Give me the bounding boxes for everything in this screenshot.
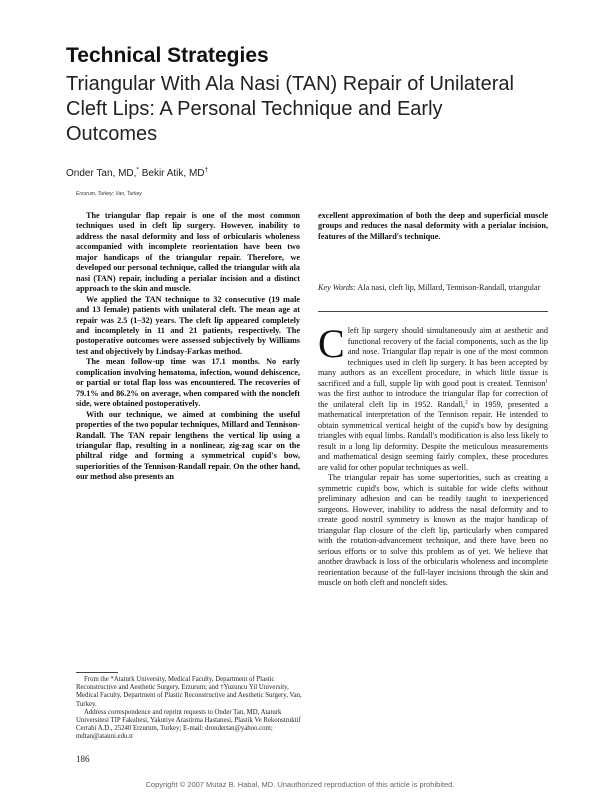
- article-title: Triangular With Ala Nasi (TAN) Repair of Unilateral Cleft Lips: A Personal Technique and Early Outcomes: [66, 73, 514, 145]
- abstract-paragraph-1: The triangular flap repair is one of the most common techniques used in cleft lip surgery. However, inability to address the nasal deformity and loss of orbicularis wholeness accompanied with incomplete reorientation have been two major handicaps of the triangular repair. Therefore, we developed our personal technique, called the triangular with ala nasi (TAN) repair, including a perialar incision and a distinct approach to the skin and muscle.: [76, 211, 300, 294]
- abstract-right-column: [318, 211, 548, 242]
- body-paragraph-1: [318, 321, 548, 473]
- reference-2[interactable]: 2: [465, 398, 468, 405]
- drop-cap: C: [318, 321, 345, 366]
- section-label: Technical Strategies: [66, 44, 269, 67]
- keywords: [318, 283, 548, 294]
- body-paragraph-1-c: in 1959, presented a mathematical interpretation of the Tennison repair. He intended to obtain symmetrical vertical height of the cupid's bow by designing triangles with equal limbs. Randall's modification is also less likely to result in a long lip deformity. Despite the meticulous measurements and mathematical design seeming fairly complex, these procedures are valid for other popular techniques as well.: [318, 399, 548, 472]
- footnote-rule: [76, 672, 118, 673]
- abstract-paragraph-4-continued: excellent approximation of both the deep and superficial muscle groups and reduces the nasal deformity with a perialar incision, features of the Millard's technique.: [318, 211, 548, 241]
- abstract-left-column: [76, 211, 300, 483]
- copyright-notice: Copyright © 2007 Mutaz B. Habal, MD. Unauthorized reproduction of this article is prohibited.: [145, 780, 455, 789]
- abstract-paragraph-4: With our technique, we aimed at combining the useful properties of the two popular techniques, Millard and Tennison-Randall. The TAN repair lengthens the vertical lip using a triangular flap, resulting in a nonlinear, zig-zag scar on the philtral ridge and forming a symmetrical cupid's bow, superiorities of the Tennison-Randall repair. On the other hand, our method also presents an: [76, 409, 300, 482]
- page-number: 186: [76, 754, 90, 764]
- body-paragraph-2: The triangular repair has some superiorities, such as creating a symmetric cupid's bow, which is suitable for wide clefts without preliminary adhesion and can be readily taught to inexperienced surgeons. However, inability to address the nasal deformity and to create good nostril symmetry is known as the major handicap of triangular flap closure of the cleft lip, particularly when compared with the rotation-advancement technique, and there have been no serious efforts or to solve this problem as of yet. We believe that another drawback is loss of the orbicularis wholeness and incomplete reorientation because of the full-layer incisions through the skin and muscle on both cleft and noncleft sides.: [318, 473, 548, 587]
- abstract-paragraph-2: We applied the TAN technique to 32 consecutive (19 male and 13 female) patients with unilateral cleft. The mean age at repair was 2.5 (1–32) years. The cleft lip appeared completely and incompletely in 11 and 21 patients, respectively. The postoperative outcomes were assessed subjectively by Williams test and objectively by Lindsay-Farkas method.: [76, 294, 300, 356]
- footnote-affiliation: From the *Ataturk University, Medical Faculty, Department of Plastic Reconstructive and Aesthetic Surgery, Erzurum; and †Yuzuncu Yil University, Medical Faculty, Department of Plastic Reconstructive and Aesthetic Surgery, Van, Turkey.: [76, 676, 302, 708]
- author-2-mark: †: [204, 166, 209, 174]
- keywords-label: Key Words:: [318, 283, 356, 292]
- footnote: [76, 676, 304, 742]
- author-line: [66, 168, 208, 179]
- body-paragraph-1-b: was the first author to introduce the triangular flap for correction of the unilateral cleft lip in 1952. Randall,: [318, 389, 548, 409]
- author-2: Bekir Atik, MD: [138, 168, 205, 179]
- affiliation-short: Erzurum, Turkey; Van, Turkey: [76, 191, 142, 197]
- body-column: [318, 321, 548, 589]
- keywords-text: Ala nasi, cleft lip, Millard, Tennison-Randall, triangular: [355, 283, 541, 292]
- footnote-correspondence: Address correspondence and reprint requests to Onder Tan, MD, Ataturk Universitesi TIP Fakultesi, Yakutiye Arastirma Hastanesi, Plastik Ve Rekonstruktif Cerrahi A.D., 25240 Erzurum, Turkey; E-mail: drondertan@yahoo.com; mdtan@atauni.edu.tr: [76, 708, 301, 741]
- reference-1[interactable]: 1: [545, 377, 548, 384]
- section-divider: [318, 311, 548, 312]
- abstract-paragraph-3: The mean follow-up time was 17.1 months. No early complication involving hematoma, infection, wound dehiscence, or partial or total flap loss was encountered. The recoveries of 79.1% and 86.2% on average, when compared with the noncleft side, were obtained postoperatively.: [76, 357, 300, 409]
- author-1: Onder Tan, MD,: [66, 168, 137, 179]
- body-paragraph-1-a: left lip surgery should simultaneously aim at aesthetic and functional recovery of the facial components, such as the lip and nose. Triangular flap repair is one of the most common techniques used in cleft lip surgery. It has been accepted by many authors as an excellent procedure, in which little tissue is sacrificed and a full, supple lip with good pout is created. Tennison: [318, 326, 548, 388]
- author-1-mark: *: [136, 166, 139, 174]
